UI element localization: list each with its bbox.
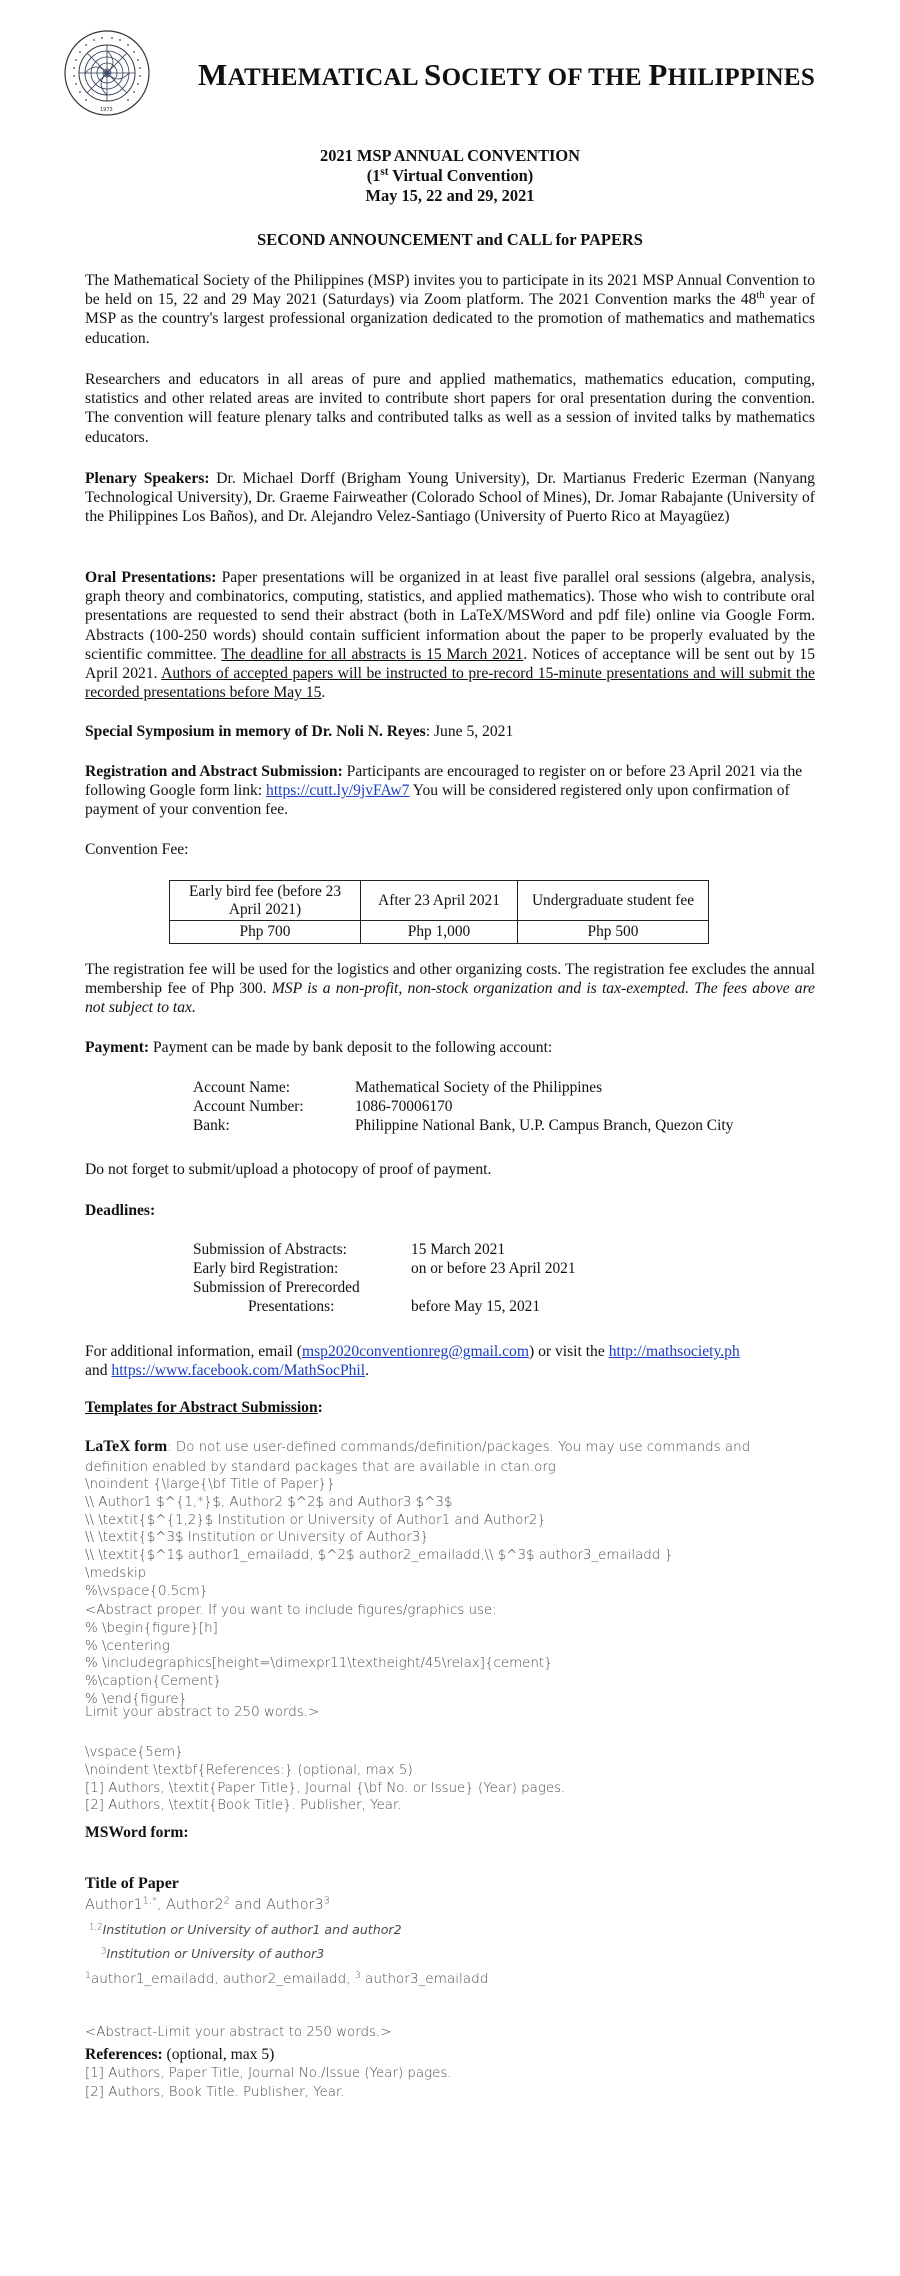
deadlines-heading: Deadlines:: [85, 1202, 156, 1219]
convention-dates: May 15, 22 and 29, 2021: [365, 186, 535, 206]
convention-line-2: (1st Virtual Convention): [366, 166, 534, 186]
deadline-prerecorded-label: Submission of Prerecorded: [193, 1278, 360, 1296]
code-line: \\ \textit{$^3$ Institution or University of Author3}: [85, 1530, 429, 1546]
convention-fee-label: Convention Fee:: [85, 841, 189, 858]
deadline-earlybird-label: Early bird Registration:: [193, 1259, 339, 1277]
plenary-speakers: Plenary Speakers: Dr. Michael Dorff (Brigham Young University), Dr. Martianus Frederic Ezerman (Nanyang Technological University), Dr. Graeme Fairweather (Colorado School of Mines), Dr. Jomar Rabajante (University of the Philippines Los Baños), and Dr. Alejandro Velez-Santiago (University of Puerto Rico at Mayagüez): [85, 470, 815, 526]
code-line: \noindent {\large{\bf Title of Paper}}: [85, 1477, 336, 1492]
convention-title: [0, 146, 900, 207]
msword-form-heading: MSWord form:: [85, 1824, 189, 1841]
fee-header-student: Undergraduate student fee: [518, 881, 709, 921]
registration-form-link[interactable]: https://cutt.ly/9jvFAw7: [266, 782, 410, 800]
fee-value-regular: Php 1,000: [361, 921, 518, 944]
latex-limit-note: Limit your abstract to 250 words.>: [85, 1705, 320, 1720]
deadline-presentations-value: before May 15, 2021: [411, 1297, 541, 1315]
account-name-value: Mathematical Society of the Philippines: [355, 1079, 603, 1096]
payment-details: [193, 1079, 733, 1136]
msp-seal-logo: [64, 30, 150, 116]
account-number-label: Account Number:: [193, 1097, 304, 1115]
bank-label: Bank:: [193, 1116, 230, 1134]
msword-reference-2: [2] Authors, Book Title. Publisher, Year.: [85, 2085, 345, 2100]
deadline-presentations-label: Presentations:: [248, 1297, 335, 1315]
announcement-heading: SECOND ANNOUNCEMENT and CALL for PAPERS: [257, 230, 643, 249]
special-symposium: Special Symposium in memory of Dr. Noli N. Reyes: June 5, 2021: [85, 723, 514, 740]
bank-value: Philippine National Bank, U.P. Campus Branch, Quezon City: [355, 1116, 734, 1134]
msword-emails: $^1$author1_emailadd, author2_emailadd, $^3$ author3_emailadd: [85, 1969, 489, 1987]
org-name-part: HILIPPINES: [667, 64, 816, 91]
fee-header-early: Early bird fee (before 23 April 2021): [170, 881, 361, 921]
msword-authors: $Author1^{1,*}$, $Author2^2$ and $Author3^3$: [85, 1895, 330, 1913]
org-name-part: P: [648, 57, 668, 92]
deadline-abstracts-label: Submission of Abstracts:: [193, 1241, 347, 1258]
contact-info: For additional information, email (msp2020conventionreg@gmail.com) or visit the http://mathsociety.ph and https://www.facebook.com/MathSocPhil.: [85, 1343, 740, 1380]
code-line: % \includegraphics[height=\dimexpr11\textheight/45\relax]{cement}: [85, 1656, 553, 1672]
account-number-value: 1086-70006170: [355, 1097, 453, 1115]
registration: Registration and Abstract Submission: Participants are encouraged to register on or before 23 April 2021 via the following Google form link: https://cutt.ly/9jvFAw7 You will be considered registered only upon confirmation of payment of your convention fee.: [85, 763, 803, 819]
intro-paragraph-1: The Mathematical Society of the Philippines (MSP) invites you to participate in its 2021 MSP Annual Convention to be held on 15, 22 and 29 May 2021 (Saturdays) via Zoom platform. The 2021 Convention marks the 48th year of MSP as the country's largest professional organization dedicated to the promotion of mathematics and mathematics education.: [85, 272, 815, 347]
facebook-link[interactable]: https://www.facebook.com/MathSocPhil: [111, 1362, 366, 1380]
fee-table-header-row: [170, 881, 709, 921]
oral-presentations: Oral Presentations: Paper presentations will be organized in at least five parallel oral sessions (algebra, analysis, graph theory and combinatorics, computing, statistics, and applied mathematics). Those who wish to contribute oral presentations are requested to send their abstract (both in LaTeX/MSWord and pdf file) online via Google Form. Abstracts (100-250 words) should contain sufficient information about the paper to be properly evaluated by the scientific committee. The deadline for all abstracts is 15 March 2021. Notices of acceptance will be sent out by 15 April 2021. Authors of accepted papers will be instructed to pre-record 15-minute presentations and will submit the recorded presentations before May 15.: [85, 569, 815, 702]
msword-title: Title of Paper: [85, 1875, 179, 1892]
code-line: %\vspace{0.5cm}: [85, 1583, 209, 1599]
org-name-part: S: [424, 57, 442, 92]
fee-value-student: Php 500: [518, 921, 709, 944]
code-line: \\ \textit{$^1$ author1_emailadd, $^2$ author2_emailadd,\\ $^3$ author3_emailadd }: [85, 1548, 674, 1564]
organization-name: [198, 56, 815, 94]
code-line: <Abstract proper. If you want to include figures/graphics use:: [85, 1603, 497, 1618]
payment-intro: Payment: Payment can be made by bank deposit to the following account:: [85, 1039, 553, 1056]
code-line: [1] Authors, \textit{Paper Title}, Journal {\bf No. or Issue} (Year) pages.: [85, 1780, 566, 1796]
account-name-label: Account Name:: [193, 1079, 291, 1096]
code-line: % \begin{figure}[h]: [85, 1620, 218, 1636]
deadline-abstracts-value: 15 March 2021: [411, 1241, 506, 1258]
code-line: % \centering: [85, 1638, 170, 1654]
msword-abstract-placeholder: <Abstract-Limit your abstract to 250 words.>: [85, 2025, 392, 2040]
deadlines-table: [193, 1241, 576, 1317]
code-line: %\caption{Cement}: [85, 1674, 222, 1690]
org-name-part: ATHEMATICAL: [227, 64, 425, 91]
fee-note: The registration fee will be used for the logistics and other organizing costs. The registration fee excludes the annual membership fee of Php 300. MSP is a non-profit, non-stock organization and is tax-exempted. The fees above are not subject to tax.: [85, 961, 815, 1017]
website-link[interactable]: http://mathsociety.ph: [608, 1343, 740, 1360]
payment-reminder: Do not forget to submit/upload a photocopy of proof of payment.: [85, 1161, 492, 1178]
msword-references: References: (optional, max 5): [85, 2046, 275, 2063]
latex-form-intro: LaTeX form: Do not use user-defined commands/definition/packages. You may use commands and definition enabled by standard packages that are available in ctan.org: [85, 1438, 751, 1475]
msword-institution-3: $^3$Institution or University of author3: [101, 1946, 325, 1961]
seal-year: 1973: [100, 107, 113, 113]
latex-code-block-2: [85, 1602, 815, 1709]
org-name-part: OCIETY OF THE: [441, 64, 649, 91]
fee-header-regular: After 23 April 2021: [361, 881, 518, 921]
fee-table-value-row: [170, 921, 709, 944]
convention-line-1: 2021 MSP ANNUAL CONVENTION: [320, 146, 580, 165]
code-line: % \end{figure}: [85, 1692, 188, 1708]
code-line: [2] Authors, \textit{Book Title}. Publisher, Year.: [85, 1798, 402, 1814]
msword-institution-1-2: $^{1,2}$Institution or University of author1 and author2: [89, 1922, 402, 1937]
code-line: \\ Author1 $^{1,*}$, Author2 $^2$ and Author3 $^3$: [85, 1494, 453, 1510]
intro-paragraph-2: Researchers and educators in all areas of pure and applied mathematics, mathematics education, computing, statistics and other related areas are invited to contribute short papers for oral presentation during the convention. The convention will feature plenary talks and contributed talks as well as a session of invited talks by mathematics educators.: [85, 371, 815, 446]
code-line: \noindent \textbf{References:} (optional, max 5): [85, 1762, 413, 1778]
deadline-earlybird-value: on or before 23 April 2021: [411, 1259, 576, 1277]
fee-value-early: Php 700: [170, 921, 361, 944]
code-line: \vspace{5em}: [85, 1745, 184, 1760]
fee-table: [169, 880, 709, 944]
code-line: \\ \textit{$^{1,2}$ Institution or University of Author1 and Author2}: [85, 1512, 546, 1528]
templates-heading: Templates for Abstract Submission:: [85, 1399, 323, 1416]
msword-reference-1: [1] Authors, Paper Title, Journal No./Issue (Year) pages.: [85, 2066, 452, 2081]
latex-code-block-3: [85, 1744, 815, 1815]
latex-code-block-1: [85, 1476, 815, 1601]
org-name-part: M: [198, 57, 228, 92]
email-link[interactable]: msp2020conventionreg@gmail.com: [301, 1343, 529, 1360]
code-line: \medskip: [85, 1566, 147, 1582]
